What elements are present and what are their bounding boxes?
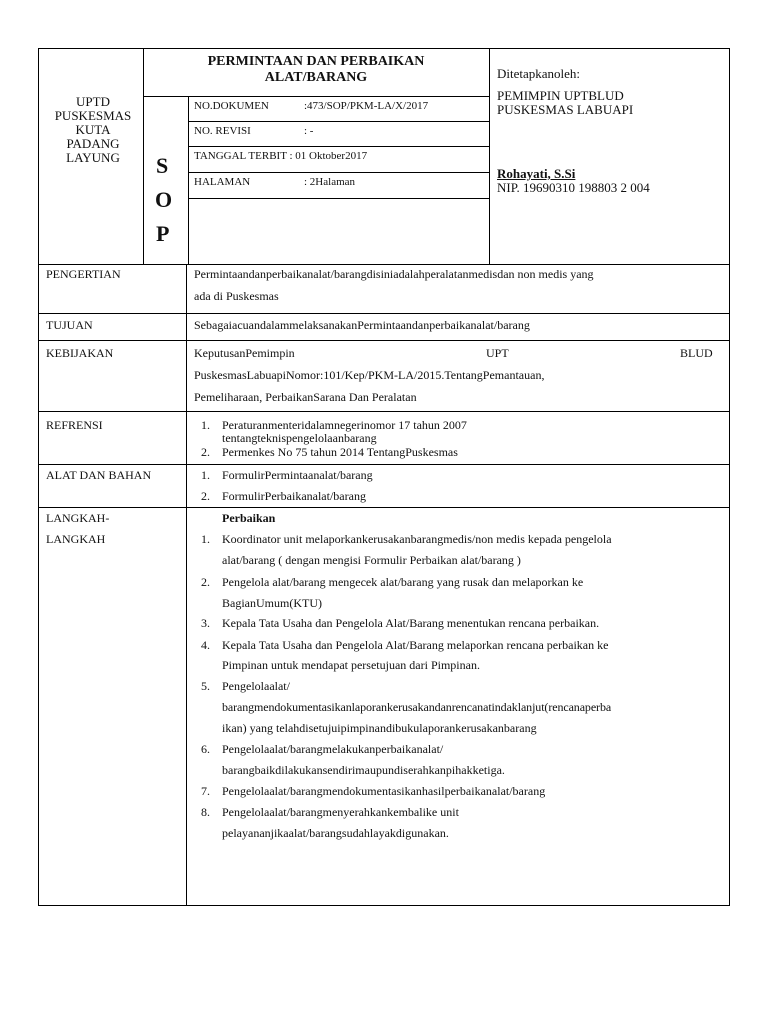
step-number: 7. [201, 784, 210, 798]
step-number: 4. [201, 638, 210, 652]
step-text-line: Pimpinan untuk mendapat persetujuan dari Pimpinan. [222, 658, 480, 672]
org-line: KUTA [75, 122, 111, 137]
approval-head-line-1: PEMIMPIN UPTBLUD [497, 88, 624, 103]
approval-nip: NIP. 19690310 198803 2 004 [497, 180, 650, 195]
row-label: KEBIJAKAN [46, 346, 114, 360]
approval-signatory-name: Rohayati, S.Si [497, 166, 576, 181]
list-number: 2. [201, 445, 210, 459]
row-text-line: SebagaiacuandalammelaksanakanPermintaandanperbaikanalat/barang [194, 318, 530, 332]
steps-subtitle: Perbaikan [222, 511, 276, 525]
list-number: 1. [201, 468, 210, 482]
approval-head-line-2: PUSKESMAS LABUAPI [497, 102, 634, 117]
meta-value-pages: : 2Halaman [304, 176, 356, 188]
step-text-line: Pengelola alat/barang mengecek alat/barang yang rusak dan melaporkan ke [222, 575, 584, 589]
row-label: LANGKAH [46, 532, 106, 546]
step-number: 2. [201, 575, 210, 589]
title-line-1: PERMINTAAN DAN PERBAIKAN [207, 54, 425, 69]
row-text-line: Permintaandanperbaikanalat/barangdisiniadalahperalatanmedisdan non medis yang [194, 267, 594, 281]
step-text-line: barangmendokumentasikanlaporankerusakandanrencanatindaklanjut(rencanaperba [222, 700, 612, 714]
list-number: 2. [201, 489, 210, 503]
approval-set-by: Ditetapkanoleh: [497, 66, 581, 81]
step-text-line: Koordinator unit melaporkankerusakanbarangmedis/non medis kepada pengelola [222, 532, 612, 546]
step-number: 8. [201, 805, 210, 819]
list-item-text: FormulirPermintaanalat/barang [222, 468, 373, 482]
row-text-line: PuskesmasLabuapiNomor:101/Kep/PKM-LA/2015.TentangPemantauan, [194, 368, 545, 382]
step-text-line: Pengelolaalat/ [222, 679, 290, 693]
list-item-text: Permenkes No 75 tahun 2014 TentangPuskesmas [222, 445, 458, 459]
step-text-line: BagianUmum(KTU) [222, 596, 322, 610]
step-text-line: Pengelolaalat/barangmendokumentasikanhasilperbaikanalat/barang [222, 784, 546, 798]
step-number: 6. [201, 742, 210, 756]
meta-label-issue-date: TANGGAL TERBIT : 01 Oktober2017 [194, 150, 368, 162]
row-text-line: UPT [486, 346, 509, 360]
step-number: 3. [201, 616, 210, 630]
row-text-line: BLUD [680, 346, 713, 360]
row-text-line: Pemeliharaan, PerbaikanSarana Dan Peralatan [194, 390, 417, 404]
sop-letter-p: P [156, 221, 170, 246]
step-text-line: Pengelolaalat/barangmenyerahkankembalike unit [222, 805, 459, 819]
row-label: REFRENSI [46, 418, 103, 432]
row-label: LANGKAH- [46, 511, 110, 525]
list-number: 1. [201, 418, 210, 432]
meta-label-pages: HALAMAN [194, 176, 251, 188]
row-text-line: KeputusanPemimpin [194, 346, 295, 360]
sop-letter-s: S [156, 153, 169, 178]
list-item-text: FormulirPerbaikanalat/barang [222, 489, 366, 503]
step-text-line: alat/barang ( dengan mengisi Formulir Perbaikan alat/barang ) [222, 553, 521, 567]
step-text-line: pelayananjikaalat/barangsudahlayakdigunakan. [222, 826, 449, 840]
step-text-line: Kepala Tata Usaha dan Pengelola Alat/Barang menentukan rencana perbaikan. [222, 616, 600, 630]
step-text-line: ikan) yang telahdisetujuipimpinandibukulaporankerusakanbarang [222, 721, 537, 735]
row-label: ALAT DAN BAHAN [46, 468, 152, 482]
step-text-line: Kepala Tata Usaha dan Pengelola Alat/Barang melaporkan rencana perbaikan ke [222, 638, 609, 652]
sop-letter-o: O [155, 187, 173, 212]
row-label: PENGERTIAN [46, 267, 121, 281]
title-line-2: ALAT/BARANG [264, 70, 368, 85]
org-line: LAYUNG [66, 150, 120, 165]
org-line: UPTD [76, 94, 110, 109]
org-line: PUSKESMAS [54, 108, 132, 123]
meta-label-revision: NO. REVISI [194, 125, 251, 137]
meta-label-doc-number: NO.DOKUMEN [194, 100, 269, 112]
step-text-line: Pengelolaalat/barangmelakukanperbaikanalat/ [222, 742, 444, 756]
row-label: TUJUAN [46, 318, 93, 332]
meta-value-doc-number: :473/SOP/PKM-LA/X/2017 [304, 100, 429, 112]
meta-value-revision: : - [304, 125, 314, 137]
list-item-text: tentangteknispengelolaanbarang [222, 431, 377, 445]
list-item-text: Peraturanmenteridalamnegerinomor 17 tahun 2007 [222, 418, 467, 432]
org-line: PADANG [66, 136, 120, 151]
step-number: 5. [201, 679, 210, 693]
step-text-line: barangbaikdilakukansendirimaupundiserahkanpihakketiga. [222, 763, 505, 777]
row-text-line: ada di Puskesmas [194, 289, 279, 303]
step-number: 1. [201, 532, 210, 546]
